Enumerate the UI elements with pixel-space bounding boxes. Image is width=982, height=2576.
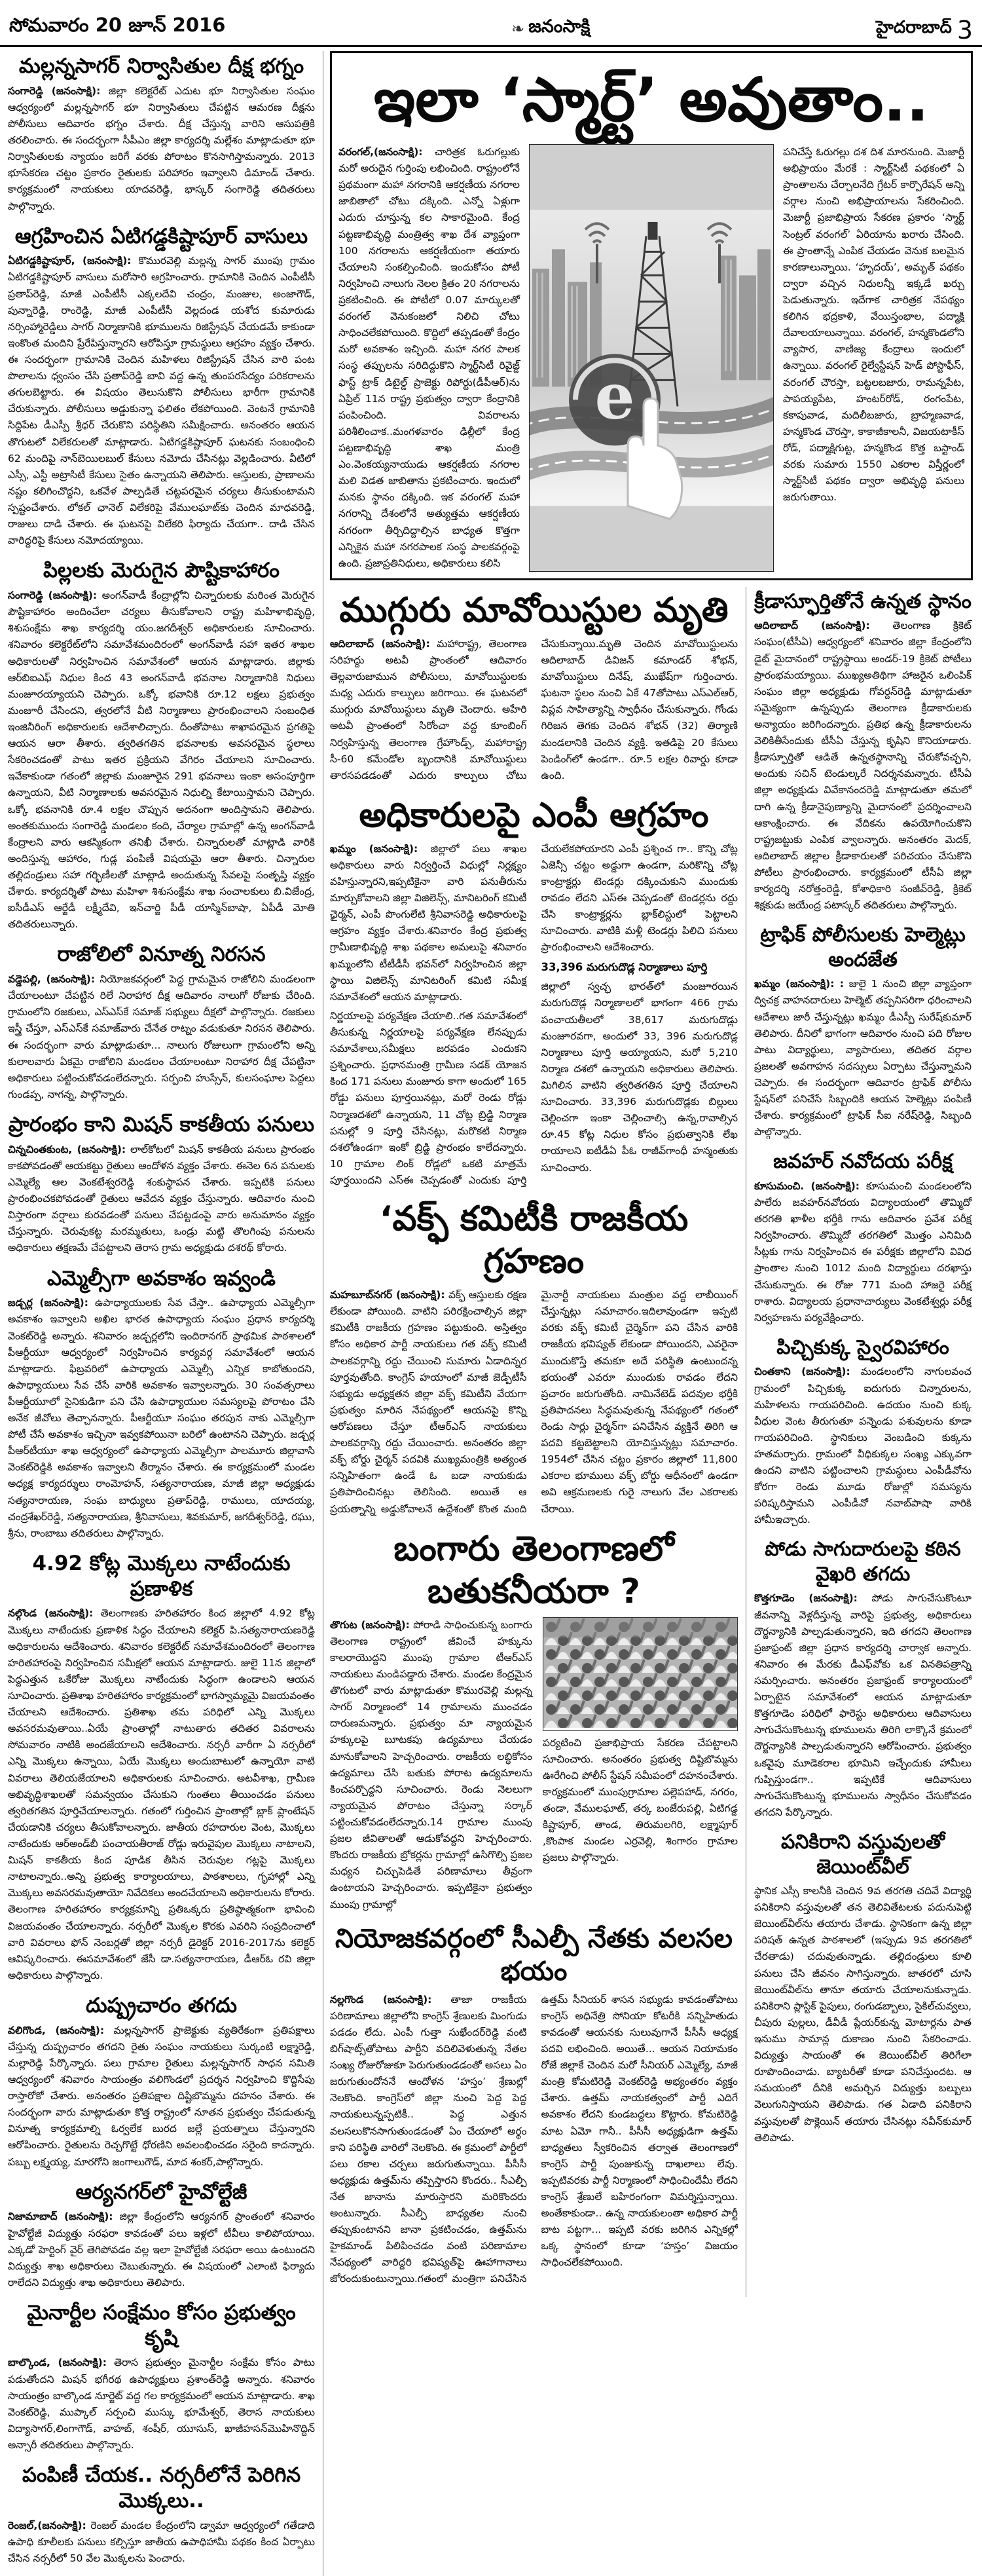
article-headline: పోడు సాగుదారులపై కఠిన వైఖరి తగదు (765, 1538, 961, 1586)
article-nursery-saplings (8, 2463, 315, 2567)
article-mission-kakatiya (8, 1112, 315, 1257)
article-body: కూసుమంచి. (జనంసాక్షి): కూసుమంచి మండలంలోని పాలేరు జవహర్‌నవోదయ విద్యాలయంలో తొమ్మిదో తరగతి ఖాళీల భర్తీకి గాను ఆదివారం ప్రవేశ పరీక్ష నిర్వహించారు. తొమ్మిదో తరగతిలో మొత్తం ఎనిమిది సీట్లకు గాను నిర్వహించిన ఈ పరీక్షకు జిల్లాలోని వివిధ ప్రాంతాల నుంచి 1012 మంది విద్యార్థులు దరఖాస్తు చేసుకున్నారు. ఈ రోజు 771 మంది హాజరై పరీక్ష రాశారు. విద్యాలయ ప్రధానాచార్యులు వెంకటేశ్వర్లు పరీక్ష నిర్వహణను పర్యవేక్షించారు. (754, 1180, 972, 1324)
right-region (323, 51, 973, 2576)
article-headline: ట్రాఫిక్ పోలీసులకు హెల్మెట్లు అందజేత (760, 924, 966, 971)
article-body (330, 1617, 738, 1913)
article-giant-wheel (754, 1830, 972, 2146)
masthead-title: జనంసాక్షి (528, 16, 591, 37)
article-headline: రాజోలిలో వినూత్న నిరసన (57, 943, 266, 967)
page-number: 3 (956, 15, 973, 45)
lead-content (338, 144, 964, 572)
article-wakf-committee (330, 1198, 738, 1519)
article-mad-dog (754, 1335, 972, 1529)
edition-block (876, 15, 973, 45)
article-rajoli-protest (8, 942, 315, 1103)
article-body: నల్లగొండ (జనంసాక్షి): తాజా రాజకీయ పరిణామాలు జిల్లాలోని కాంగ్రెస్ శ్రేణులకు మింగుడు పడడం లేదు. ఎంపీ గుత్తా సుఖేందర్‌రెడ్డి వంటి బిగ్‌షాట్స్‌తోపాటు పార్టీని వదిలివెళుతున్న నేతల సంఖ్య రోజురోజుకూ పెరుగుతుండడంతో అసలు ఏం జరుగుతుందోననే ఆందోళన ‘హస్తం’ శ్రేణుల్లో నెలకొంది. కాంగ్రెస్‌లో జిల్లా నుంచి పెద్ద పెద్ద నాయకులున్నప్పటికీ.. పెద్ద ఎత్తున వలసలుకొనసాగుతుండడంతో ఏం చేయాలో అర్థం కాని పరిస్థితి వారిలో నెలకొంది. ఈ క్రమంలో పార్టీలో పలు రకాల చర్చలు జరుగుతున్నాయి. పీసీసీ అధ్యక్షుడు ఉత్తమ్‌ను తప్పిస్తారని కొందరు.. సీఎల్పీ నేత జానాను మారుస్తారని మరికొందరు అంటున్నారు. సీఎల్పీ బాధ్యతల నుంచి తప్పుకుంటానని జానా ప్రకటించడం, ఉత్తమ్‌ను హైకమాండ్ పిలిపించడం వంటి పరిణామాల నేపథ్యంలో వారిద్దరి భవిష్యత్‌పై ఊహాగానాలు జోరందుకుంటున్నాయి.గతంలో మంత్రిగా పనిచేసిన ఉత్తమ్ సీనియర్ శాసన సభ్యుడు కావడంతోపాటు కాంగ్రెస్ అధినేత్రి సోనియా కోటరీకి సన్నిహితుడు కావడంతో ఆయనకు సులువుగానే పీసీసీ అధ్యక్ష పదవి లభించింది. అయితే... ఆయన నియామకం రోజే జిల్లాకే చెందిన మరో సీనియర్ ఎమ్మెల్యే, మాజీ మంత్రి కోమటిరెడ్డి వెంకట్‌రెడ్డి అభ్యంతరం వ్యక్తం చేశారు. ఉత్తమ్ నాయకత్వంలో పార్టీ ఎదిగే అవకాశం లేదని కుండబద్దలు కొట్టారు. కోమటిరెడ్డి మాట ఏమో గానీ.. పీసీసీ అధ్యక్షుడిగా ఉత్తమ్ బాధ్యతలు స్వీకరించిన తర్వాత తెలంగాణలో కాంగ్రెస్ పార్టీ పుంజుకున్న దాఖలాలు లేవు. ఇప్పటివరకు పార్టీ నిర్మాణంలో సాధించిందేమీ లేదని కాంగ్రెస్ శ్రేణులే బహిరంగంగా విమర్శిస్తున్నాయి. అంతేకాకుండా.. ఉన్న నాయకులంతా అధికార పార్టీ బాట పట్టగా... ఇప్పటి వరకు జరిగిన ఎన్నికల్లో ఒక్క స్థానంలో కూడా ‘హస్తం’ విజయం సాధించలేకపోయింది. (330, 1993, 738, 2285)
article-body: వడ్డెపల్లి, (జనంసాక్షి): నియోజకవర్గంలో పెద్ద గ్రామమైన రాజోలిని మండలంగా చేయాలంటూ చేపట్టిన రిలే నిరాహార దీక్ష ఆదివారం నాలుగో రోజుకు చేరింది. గ్రామంలోని రజకులు, ఎస్ఎస్‌కే సమాజ్ సభ్యులు దీక్షలో పాల్గొన్నారు. రజకులు ఇస్త్రీ చేస్తూ, ఎస్ఎస్‌కే సమాజ్‌వారు చేనేత రాట్నం వడుకుతూ నిరసన తెలిపారు. ఈ సందర్భంగా వారు మాట్లాడుతూ... నాలుగు రోజులుగా గ్రామంలోని అన్ని కులాలవారు ఏకమై రాజోలిని మండలం చేయాలంటూ నిరాహార దీక్ష చేపట్టినా అధికారులు పట్టించుకోవడంలేదన్నారు. సర్పంచి హుస్సేన్, కులసంఘాల పెద్దలు గుండప్ప, నాగన్న, పాల్గొన్నారు. (8, 973, 315, 1100)
lead-story-box (330, 51, 973, 580)
article-headline: ప్రారంభం కాని మిషన్ కాకతీయ పనులు (8, 1113, 315, 1137)
lead-body-right: పనిచేస్తే ఓరుగల్లు దశ దిశ మారనుంది. మెజార్టీ అభిప్రాయం మేరకే : స్మార్ట్‌సిటీ పథకంలో ఏ ప్రాంతాలను చేర్చాలనేది గ్రేటర్ కార్పొరేషన్ అన్ని వర్గాల నుంచి అభిప్రాయాలను సేకరించింది. మెజార్టీ ప్రజాభిప్రాయ సేకరణ ప్రకారం ‘స్మార్ట్ సెంట్రల్ వరంగల్’ ఏరియాను ఖరారు చేసింది. ఈ ప్రాంతాన్నే ఎంపిక చేయడం వెనుక బలమైన కారణాలున్నాయి. ‘హృదయ్’, అమృత్ పథకం ద్వారా వచ్చిన నిధులన్నీ ఇక్కడే ఖర్చు పెడుతున్నారు. ఇదేగాక చారిత్రక నేపథ్యం కలిగిన భద్రకాళి, వేయిస్తంభాల, పద్మాక్షి దేవాలయాలున్నాయి. వరంగల్, హన్మకొండలోని వ్యాపార, వాణిజ్య కేంద్రాలు ఇందులో ఉన్నాయి. వరంగల్ రైల్వేస్టేషన్ హెడ్ పోస్టాఫీస్, వరంగల్ చౌరస్తా, బట్టలబజారు, రామన్నపేట, పాపయ్యపేట, హంటర్‌రోడ్, రంగంపేట, కకాపువాడ, మదిలీబజారు, బ్రాహ్మణవాడ, హన్మకొండ చౌరస్తా, కాకాజీకాలనీ, విజయటాకీస్ రోడ్, పద్మాక్షిగుట్ట, హన్మకొండ కొత్త బస్టాండ్ వరకు సుమారు 1550 ఎకరాల విస్తీర్ణంలో స్మార్ట్‌సిటీ పథకం ద్వారా అభివృద్ధి పనులు జరుగుతాయి. (783, 146, 964, 504)
article-body: సంగారెడ్డి (జనంసాక్షి): జిల్లా కలెక్టరేట్ ఎదుట భూ నిర్వాసితుల సంఘం ఆధ్వర్యంలో మల్లన్నసాగర్ భూ నిర్వాసితులు చేపట్టిన ఆమరణ దీక్షను పోలీసులు ఆదివారం భగ్నం చేశారు. దీక్ష చేస్తున్న వారిని ఆసుపత్రికి తరలించారు. ఈ సందర్భంగా సీపీఎం జిల్లా కార్యదర్శి మల్లేశం మాట్లాడుతూ భూ నిర్వాసితులకు న్యాయం జరిగే వరకు పోరాటం కొనసాగిస్తామన్నారు. 2013 భూసేకరణ చట్టం ప్రకారం రైతులకు పరిహారం ఇవ్వాలని డిమాండ్ చేశారు. కార్యక్రమంలో నాయకులు యాదవరెడ్డి, భాస్కర్ సంగారెడ్డి తదితరులు పాల్గొన్నారు. (8, 84, 315, 212)
article-headline: ముగ్గురు మావోయిస్టుల మృతి (339, 590, 729, 630)
article-headline: దుష్ప్రచారం తగదు (85, 1993, 238, 2017)
lead-photo (529, 144, 774, 572)
article-headline: పనికిరాని వస్తువులతో జెయింట్‌వీల్ (781, 1831, 945, 1878)
masthead-leaf-icon: ❧ (511, 20, 525, 38)
article-headline: ఆగ్రహించిన ఏటిగడ్డకిష్టాపూర్ వాసులు (14, 224, 308, 248)
article-mp-anger (330, 794, 738, 1189)
svg-text:e: e (594, 359, 635, 434)
article-body: నల్గొండ (జనంసాక్షి): తెలంగాణకు హరితహారం కింద జిల్లాలో 4.92 కోట్ల మొక్కలు నాటేందుకు ప్రణాళిక సిద్ధం చేయాలని కలెక్టర్ పి.సత్యనారాయణరెడ్డి అధికారులను ఆదేశించారు. శనివారం కలెక్టరేట్ సమావేశమందిరంలో తెలంగాణ హరితహారంపై నిర్వహించిన సమీక్షలో ఆయన మాట్లాడారు. జులై 11న జిల్లాలో పెద్దఎత్తున ఒకేరోజు మొక్కలు నాటేందుకు సిద్ధంగా ఉండాలని ఆయన సూచించారు. ప్రతిశాఖ హరితహారం కార్యక్రమంలో భాగస్వామ్యమై విజయవంతం చేయాలని ఆదేశించారు. ప్రతిశాఖ తమ పరిధిలో ఎన్ని మొక్కలు అవసరమవుతాయి..ఏయే ప్రాంతాల్లో నాటుతారు తదితర వివరాలను సోమవారం నాటికి అందజేయాలని ఆదేశించారు. నర్సరీ వారీగా ఏ నర్సరీలో ఎన్ని మొక్కలు ఉన్నాయి, ఏయే మొక్కలు అందుబాటులో ఉన్నాయో వాటి వివరాలు తెలియజేయాలని అధికారులకు సూచించారు. అటవీశాఖ, గ్రామీణ అభివృద్ధిశాఖలతో సమన్వయం చేసుకుని గుంతలు తీయించడం పనులు త్వరితగతిన పూర్తిచేయాలన్నారు. గతంలో గుర్తించిన ప్రాంతాల్లో బ్లాక్ ప్లాంటేషన్ చేయడానికి చర్యలు తీసుకోవాలన్నారు. జాతీయ రహదారుల వెంట, మొక్కలు నాటేందుకు ఆర్అండ్‌బీ పంచాయతీరాజ్ రోడ్లు ఇరువైపుల మొక్కలు నాటాలని, మిషన్ కాకతీయ కింద పూడిక తీసిన చెరువుల గట్లపై మొక్కలు నాటాలన్నారు..అన్ని ప్రభుత్వ కార్యాలయాలు, పాఠశాలలు, గృహాల్లో ఎన్ని మొక్కలు అవసరమవుతాయో నివేదికలు అందచేయాలని అధికారులను కోరారు. తెలంగాణ హరితహారం కార్యక్రమాన్ని ప్రతిఒక్కరు ప్రతిష్ఠాత్మకంగా భావించి విజయవంతం చేయాలన్నారు. నర్సరీలో మొక్కల కొరకు ఎవరిని సంప్రదించాలో వారి వివరాలు ఫోన్ నెంబర్లతో జిల్లా నర్సరీ డైరెక్టర్ 2016-2017ను కలెక్టర్ ఆవిష్కరించారు. ఈసమావేశంలో జేసీ డా.సత్యనారాయణ, డీఆర్‌ఓ రవి జిల్లా అధికారులు పాల్గొన్నారు. (8, 1607, 315, 1981)
article-minorities-welfare (8, 2300, 315, 2454)
article-headline: ఆర్యనగర్‌లో హైవోల్టేజీ (75, 2180, 247, 2204)
article-headline: ఎమ్మెల్సీగా అవకాశం ఇవ్వండి (47, 1266, 276, 1290)
article-dushpracharam (8, 1993, 315, 2171)
article-mlc-opportunity (8, 1266, 315, 1542)
article-navodaya-exam (754, 1149, 972, 1326)
article-maoists-killed (330, 589, 738, 785)
masthead (511, 16, 590, 41)
article-sports-spirit (754, 589, 972, 914)
article-headline: మైనార్టీల సంక్షేమం కోసం ప్రభుత్వం కృషి (27, 2300, 296, 2350)
article-body: బాల్కొండ, (జనంసాక్షి): తెరాస ప్రభుత్వం మైనార్టీల సంక్షేమ కోసం పాటు పడుతోందని మిషన్ భగీరథ ఉపాధ్యక్షులు ప్రశాంత్‌రెడ్డి అన్నారు. శనివారం సాయంత్రం బాల్కొండ నూర్జెట్ వద్ద గల కార్యక్రమంలో ఆయన మాట్లాడారు. శాఖ వెంకట్‌రెడ్డి, ముప్కాల్ సర్పంచి ముస్కు భూమేశ్వర్, తెరాస నాయకులు విద్యాసాగర్,లింగాగౌడ్, వాహబ్, శంషీర్, యూసుస్, ఖాజీహసన్‌మొహినొద్దిన్ అన్సారీ తదితరులు పాల్గొన్నారు. (8, 2357, 315, 2452)
left-column (5, 51, 323, 2576)
article-body-right-text: పర్యటించి ప్రజాభిప్రాయ సేకరణ చేపట్టాలని సూచించారు. అనంతరం ప్రభుత్వ దిష్టిబొమ్మను ఊరేగించి పోలీస్ స్టేషన్ సమీపంలో దహనంచేశారు. కార్యక్రమంలో ముంపుగ్రామాల పల్లెపహాడ్, నగరం, తండా, వేములఘాట్, తర్క బంజేరుపల్లి, ఏటిగడ్డ కిష్టాపూర్, తాండ, తిరుమలగిరి, లక్ష్మాపూర్ ,కొంపాక మండల ఎర్రవెల్లి, శింగారం గ్రామాల ప్రజలు పాల్గొన్నారు. (543, 1736, 738, 1864)
article-clp-leader-fear (330, 1922, 738, 2288)
article-saplings-plan (8, 1551, 315, 1984)
article-mallannasagar-deeksha (8, 54, 315, 215)
article-headline: అధికారులపై ఎంపీ ఆగ్రహం (359, 795, 709, 835)
smart-city-towers-hand-illustration (530, 145, 773, 571)
article-headline: మల్లన్నసాగర్ నిర్వాసితుల దీక్ష భగ్నం (18, 54, 304, 78)
article-body: ఆదిలాబాద్ (జనంసాక్షి): తెలంగాణ క్రికెట్ సంఘం(టీసీఏ) ఆధ్వర్యంలో శనివారం జిల్లా కేంద్రంలోని డైట్ మైదానంలో రాష్ట్రస్థాయి అండర్-19 క్రికెట్ పోటీలు ప్రారంభమయ్యాయి. ముఖ్యఅతిథిగా హాజరైన ఒలింపిక్ సంఘం జిల్లా అధ్యక్షుడు గోవర్దన్‌రెడ్డి మాట్లాడుతూ సమైక్యంగా ఉన్నప్పుడు తెలంగాణ క్రీడాకారులకు అన్యాయం జరిగిందన్నారు. ప్రతిభ ఉన్న క్రీడాకారులను వెలికితీసేందుకు టీసీఏ చేస్తున్న కృషిని కొనియాడారు. క్రీడాస్ఫూర్తితో ఆడితే ఉన్నతస్థానాన్ని చేరుకోవచ్చని, అందుకు సచిన్ టెండుల్కరే నిదర్శనమన్నారు. టీసీఏ జిల్లా అధ్యక్షుడు వివేకానందరెడ్డి మాట్లాడుతూ తమలో దాగి ఉన్న క్రీడానైపుణ్యాన్ని మైదానంలో ప్రదర్శించాలని ఆకాంక్షించారు. ఈ వేదికను ఉపయోగించుకొని రాష్ట్రజట్టుకు ఎంపిక వ్వాలన్నారు. అనంతరం మెదక్, ఆదిలాబాద్ జిల్లాల క్రీడాకారులతో పరిచయం చేసుకొని పోటీలు ప్రారంభించారు. కార్యక్రమంలో టీసీఏ జిల్లా కార్యదర్శి నరోత్తంరెడ్డి, కోశాధికారి సంజీవ్‌రెడ్డి, క్రికెట్ శిక్షకుడు జయేంద్ర పటాస్కర్ తదితరులు పాల్గొన్నారు. (754, 620, 972, 912)
article-body: నిజామాబాద్ (జనంసాక్షి): జిల్లా కేంద్రంలోని ఆర్యనగర్ ప్రాంతంలో శనివారం హైవోల్టేజీ విద్యుత్తు సరఫరా కావడంతో పలు ఇళ్లలో టీవీలు కాలిపోయాయి. ఎక్కడో హెర్టింగ్ వైర్ తెగిపోవడం వల్ల ఇలా హైవోల్టేజీ సరఫరా అయి ఉంటుందని విద్యుత్తు శాఖ అధికారులు చెబుతున్నారు. ఈ విషయంలో ఎలాంటి ఫిర్యాదు రాలేదని విద్యుత్తు శాఖ అధికారులు తెలిపారు. (8, 2211, 315, 2288)
article-body: ఖమ్మం (జనంసాక్షి): : జులై 1 నుంచి జిల్లా వ్యాప్తంగా ద్విచక్ర వాహనదారులు హెల్మెట్ తప్పనిసరిగా ధరించాలని ఆదేశాలు జారీ చేస్తున్నట్లు ఖమ్మం డీఎస్పీ సురేష్‌కుమార్ తెలిపారు. దీనిలో భాగంగా ఆదివారం నుంచి పది రోజుల పాటు విద్యార్థులు, వ్యాపారులు, తదితర వర్గాల ప్రజలతో అవగాహన సదస్సులు ఏర్పాటు చేస్తున్నామని చెప్పారు. ఈ సందర్భంగా ఆదివారం ట్రాఫిక్ పోలీసు స్టేషన్‌లో పనిచేసే సిబ్బందికి ఆయన హెల్మెట్లు పంపిణీ చేశారు. కార్యక్రమంలో ట్రాఫిక్ సీఐ నరేష్‌రెడ్డి, సిబ్బంది పాల్గొన్నారు. (754, 978, 972, 1138)
page-body (0, 47, 982, 2576)
article-headline: 4.92 కోట్ల మొక్కలు నాటేందుకు ప్రణాళిక (32, 1551, 291, 1601)
lower-columns (330, 587, 973, 2297)
page-date: సోమవారం 20 జూన్ 2016 (9, 14, 226, 36)
article-headline: క్రీడాస్ఫూర్తితోనే ఉన్నత స్థానం (754, 589, 972, 613)
article-body-left: తొగుట (జనంసాక్షి): పోరాడి సాధించుకున్న బంగారు తెలంగాణ రాష్ట్రంలో జీవించే హక్కును కాలరాయొద్దని ముంపు గ్రామాల టీఆర్ఎస్ నాయకులు మండిపడ్డారు చేశారు. మండల కేంద్రమైన తొగుటలో వారు మాట్లాడుతూ కొమురవెల్లి మల్లన్న సాగర్ నిర్మాణంలో 14 గ్రామాలను ముంచడం దారుణమన్నారు. ప్రభుత్వం మా న్యాయమైన హక్కులపై బూటకపు ఉద్యమాలు చేయడం మానుకోవాలని హెచ్చరించారు. రాజకీయ లబ్ధికోసం ఉద్యమాలు చేసి బతుకు పోరాట ఉద్యమాలను కించపర్చొద్దని సూచించారు. రెండు నెలలుగా న్యాయమైన పోరాటం చేస్తున్నా సర్కార్ పట్టించుకోవడంలేదన్నారు.14 గ్రామాల ముంపు ప్రజల జీవితాలతో ఆడుకోవద్దని హెచ్చరించారు. కొందరు రాజకీయ బ్రోకర్లను గ్రామాల్లో ఉసిగొల్పి ప్రజల మధ్యన చిచ్చుపెడితే పరిణామాలు తీవ్రంగా ఉంటాయని హెచ్చరించారు. ఇప్పటికైనా ప్రభుత్వం ముంపు గ్రామాల్లో (330, 1618, 532, 1911)
article-body: ఆదిలాబాద్ (జనంసాక్షి): మహారాష్ట్ర, తెలంగాణ సరిహద్దు అటవీ ప్రాంతంలో ఆదివారం తెల్లవారుజామున పోలీసులు, మావోయిస్టులకు మధ్య ఎదురు కాల్పులు జరిగాయి. ఈ ఘటనలో ముగ్గురు మావోయిస్టులు మృతి చెందారు. అహేరి అటవీ ప్రాంతంలో సిరోంచా వద్ద కూంబింగ్ నిర్వహిస్తున్న తెలంగాణ గ్రేహౌండ్స్, మహారాష్ట్ర సీ-60 కమేండోల బృందానికి మావోయిస్టులు తారసపడడంతో ఎదురు కాల్పులు చోటు చేసుకున్నాయి.మృతి చెందిన మావోయిస్టులను ఆదిలాబాద్ డివిజన్ కమాండర్ శోభన్, మావోయిస్టులు దినేష్, ముఖేష్‌గా గుర్తించారు. ఘటనా స్థలం నుంచి ఏకే 47తోపాటు ఎస్ఎల్ఆర్, విప్లవ సాహిత్యాన్ని స్వాధీనం చేసుకున్నారు. గోండు గిరిజన తెగకు చెందిన శోభన్ (32) తిర్యాణి మండలానికి చెందిన వ్యక్తి. ఇతడిపై 20 కేసులు పెండింగ్‌లో ఉండగా.. రూ.5 లక్షల రివార్డు కూడా ఉంది. (330, 637, 738, 781)
article-traffic-helmets (754, 923, 972, 1140)
article-body: చింతకాని (జనంసాక్షి): మండలంలోని నాగులవంచ గ్రామంలో పిచ్చికుక్క ఐదుగురు చిన్నారులను, మహిళలను గాయపరిచింది. ఉదయం నుంచి కుక్క వీధుల వెంట తీరుగుతూ పన్నెండు పశువులను కూడా గాయపరిచింది. స్థానికులు వెంబడించి కుక్కను హతమర్చారు. గ్రామంలో వీధికుక్కల సంఖ్య ఎక్కువగా ఉందని వాటిని పట్టించాలని గ్రామస్థులు ఎంపీడీవోను కోరగా రెండు మూడు రోజుల్లో సమస్యను పరిష్కరిస్తామని ఎంపీడీవో నవాబ్‌పాషా వారికి హామీఇచ్చారు. (754, 1366, 972, 1526)
article-podu-farmers (754, 1537, 972, 1821)
article-subhead: 33,396 మరుగుదొడ్ల నిర్మాణాలు పూర్తి (541, 960, 708, 973)
protest-crowd-photo (543, 1617, 738, 1731)
article-body-right (543, 1617, 738, 1913)
article-body: ఏటిగడ్డకిష్టాపూర్, (జనంసాక్షి): కొమురవెల్లి మల్లన్న సాగర్ ముంపు గ్రామం ఏటిగడ్డకిష్టాపూర్ వాసులు మరోసారి ఆగ్రహించారు. గ్రామానికి చెందిన ఎంపీటీసీ ప్రతాప్‌రెడ్డి, మాజీ ఎంపీటీసీ ఎక్కలదేవి చంద్రం, మంజుల, అంజాగౌడ్, పున్నారెడ్డి, రాంరెడ్డి, మాజీ ఎంపీటీసీ వెల్లదండ యశోద కుమారుడు నర్సింహ్మారెడ్డిలు సాగర్ నిర్మాణానికి భూములను రిజిస్ట్రేషన్ చేయడమే కాకుండా ఇంకొంత మందిని ప్రేరేపిస్తున్నారని ఆరోపిస్తూ గ్రామస్థులు ఆగ్రహం వ్యక్తం చేశారు. ఈ సందర్భంగా గ్రామానికి చెందిన మహిళలు రిజిస్ట్రేషన్ చేసిన వారి పంట పొలాలను ధ్వంసం చేసి ప్రతాప్‌రెడ్డి బావి వద్ద ఉన్న తుంపరసేద్యం పరికరాలను తగులబెట్టారు. ఈ విషయం తెలుసుకొని పోలీసులు భారీగా గ్రామానికి చేరుకున్నారు. పోలీసులు అడ్డుకున్నా ఫలితం లేకపోయింది. వెంటనే గ్రామానికి సిద్దిపేట డీఎస్పీ శ్రీధర్ చేరుకొని పరిస్థితిని సమీక్షించారు. అనంతరం ఆయన తొగుటలో విలేకరులతో మాట్లాడారు. ఏటిగడ్డకిష్టాపూర్ ఘటనకు సంబంధించి 62 మందిపై నాన్‌బెయిలబుల్ కేసులు నమోదు చేసినట్లు వెల్లడించారు. వీటిలో ఎస్సీ, ఎస్టీ అట్రాసిటీ కేసులు సైతం ఉన్నాయని తెలిపారు. ఆస్తులకు, ప్రాణాలను నష్టం కలిగించొద్దని, ఒకవేళ పాల్పడితే చట్టపరమైన చర్యలు తీసుకుంటామని స్పష్టంచేశారు. లోకల్ ఛానెల్ విలేకరిపై వేములఘాట్‌కు చెందిన మాధవరెడ్డి, రాజులు దాడి చేశారు. ఈ ఘటనపై విలేకరి ఫిర్యాదు చేయగా.. దాడి చేసిన వారిద్దరిపై కేసులు నమోదయ్యాయి. (8, 255, 315, 547)
article-body: రెంజల్,(జనంసాక్షి): రెంజల్ మండల కేంద్రంలోని డ్వామా ఆధ్వర్యంలో గతేడాది ఉపాధి కూలీలకు పనులు కల్పిస్తూ జాతీయ ఉపాధిహామీ పథకం కింద ఏర్పాటు చేసిన నర్సరీలో 50 వేల మొక్కలను పెంచారు. (8, 2519, 315, 2564)
article-aryanagar-highvoltage (8, 2180, 315, 2291)
article-bangaru-telangana (330, 1528, 738, 1913)
crowd-illustration (543, 1618, 737, 1728)
article-headline: జవహర్ నవోదయ పరీక్ష (773, 1150, 953, 1174)
article-body: మహబూబ్‌నగర్ (జనంసాక్షి): వక్ఫ్ ఆస్తులకు రక్షణ లేకుండా పోయింది. వాటిని పరిరక్షించాల్సిన జిల్లా కమిటీకి రాజకీయ గ్రహణం పట్టుకుంది. అస్తిత్వం కోసం అధికార పార్టీ నాయకులు గత వక్ఫ్ కమిటీ పాలకవర్గాన్ని రద్దు చేయించి సుమారు ఏడాదిన్నర పూర్తవుతోంది. కాంగ్రెస్ హయాంలో మాజీ జెడ్పీటీసీ సభ్యుడు అధ్యక్షతన జిల్లా వక్ఫ్ కమిటీని వేయగా ప్రభుత్వం మారిన నేపథ్యంలో ఆయనపై కొన్ని ఆరోపణలు చేస్తూ టీఆర్ఎస్ నాయకులు పాలకవర్గాన్ని రద్దు చేయించారు. అనంతరం జిల్లా వక్ఫ్ బోర్డు చైర్మన్ పదవికి ముఖ్యమంత్రికి అత్యంత సన్నిహితంగా ఉండే ఓ బడా నాయకుడు ప్రతిపాదించినట్లు తెలిసింది. అయితే ఆ ప్రయత్నాన్ని అడ్డుకోవాలనే ఉద్దేశంతో కొంత మంది మైనార్టీ నాయకులు మంత్రుల వద్ద లాబీయింగ్ చేస్తున్నట్లు సమాచారం.ఇదిలావుండగా ఇప్పటి వరకు వక్ఫ్ కమిటీ చైర్మెన్‌గా పని చేసిన వారికి రాజకీయ భవిష్యత్ లేకుండా పోయిందని, ఎవరైనా ముందుకొస్తే తమకూ అదే పరిస్థితి ఉంటుందన్న భయంతో ఎవరూ ముందుకు రావడం లేదని ప్రచారం జరుగుతోంది. నామినేటెడ్ పదవుల భర్తీకి ప్రతిపాదనలు సిద్ధమవుతున్న నేపథ్యంలో గతంలో రెండు సార్లు చైర్మన్‌గా పనిచేసిన వ్యక్తినే తిరిగి ఆ పదవి కట్టబెట్టాలని యోచిస్తున్నట్లు సమాచారం. 1954లో చేసిన చట్టం ప్రకారం జిల్లాలో 11,800 ఎకరాల భూములు వక్ఫ్ బోర్డు ఆధీనంలో ఉండగా అవి ఆక్రమణలకు గురై నాలుగు వేల ఎకరాలకు చేరాయి. (330, 1289, 738, 1515)
article-etigadda-villagers (8, 224, 315, 550)
article-body: ఖమ్మం (జనంసాక్షి): జిల్లాలో పలు శాఖల అధికారులు వారు నిర్వర్తించే విధుల్లో నిర్లక్ష్యం వహిస్తున్నారని,ఇప్పటికైనా వారి పనుతీరును మార్చుకోవాలని జిల్లా విజిలెన్స్, మానిటరింగ్ కమిటీ ఛైర్మన్, ఎంపీ పొంగులేటి శ్రీనివాసరెడ్డి అధికారులపై ఆగ్రహం వ్యక్తం చేశారు.శనివారం కేంద్ర ప్రభుత్వ గ్రామీణాభివృద్ధి శాఖ పథకాల అమలుపై శనివారం ఖమ్మంలోని టీటీడీసీ భవన్‌లో నిర్వహించిన జిల్లా స్థాయి విజిలెన్స్ మానిటరింగ్ కమిటి సమీక్ష సమావేశంలో ఆయన మాట్లాడారు. నిర్ణయాలపై పర్యవేక్షణ చేయాలి..గత సమావేశంలో తీసుకున్న నిర్ణయాలపై పర్యవేక్షణ లేనప్పుడు సమావేశాలు,సమీక్షలు జరపడం ఎందుకని ప్రశ్నించారు. ప్రధానమంత్రి గ్రామీణ సడక్ యోజన కింద 171 పనులు మంజూరు కాగా అందులో 165 రోడ్డు పనులు పూర్తయినట్లు, మరో రెండు రోడ్లు నిర్మాణదశలో ఉన్నాయని, 11 చోట్ల బ్రిడ్జి నిర్మాణ పనుల్లో 9 పూర్తి చేసినట్లు, మరొకటి నిర్మాణ దశలోఉండగా ఇంకో బ్రిడ్జి ప్రారంభం కాలేదన్నారు. 10 గ్రామాల లింక్ రోడ్లలో ఒకటి మాత్రమే పూర్తయిందని ఎస్ఈ చెప్పడంతో ఎందుకు పూర్తి చేయలేకపోయారని ఎంపీ ప్రశ్నించ గా.. కొన్ని చోట్ల ఏజెన్సీ చట్టం అడ్డుగా ఉండగా, మరికొన్ని చోట్ల కాంట్రాక్టర్లు టెండర్లు దక్కించుకుని ముందుకు రావడం లేదని ఎస్ఈ చెప్పడంతో టెండర్లను రద్దు చేసి కాంట్రాక్టర్లను బ్లాక్‌లిస్టులో పెట్టాలని సూచించారు. వాటికి మళ్లీ టెండర్లు పిలిచి పనులు ప్రారంభించాలని ఆదేశించారు. 33,396 మరుగుదొడ్ల నిర్మాణాలు పూర్తి జిల్లాలో స్వచ్ఛ భారత్‌లో మంజూరయిన మరుగుదొడ్ల నిర్మాణాలలో భాగంగా 466 గ్రామ పంచాయతీలలో 38,617 మరుగుదొడ్లు మంజూరవగా, అందులో 33, 396 మరుగుదొడ్ల నిర్మాణాలు పూర్తి అయ్యాయని, మరో 5,210 నిర్మాణ దశలో ఉన్నాయని అధికారులు తెలిపారు. మిగిలిన వాటిని త్వరితగతిన పూర్తి చేయాలని సూచించారు. 33,396 మరుగుదొడ్లకు బిల్లులు చెల్లించగా ఇంకా చెల్లించాల్సి ఉన్న,రావాల్సిన రూ.45 కోట్ల నిధుల కోసం ప్రభుత్వానికి లేఖ రాయాలని ఐటీడీఏ పీఓ రాజీవ్‌గాంధీ హన్మంతుకు సూచించారు. (330, 842, 738, 1187)
article-body: సంగారెడ్డి (జనంసాక్షి): అంగన్‌వాడీ కేంద్రాల్లోని చిన్నారులకు మరింత మెరుగైన పౌష్టికాహారం అందించేలా చర్యలు తీసుకోవాలని రాష్ట్ర మహిళాభివృద్ధి, శిశుసంక్షేమ శాఖ కార్యదర్శి యం.జగదీశ్వర్ అధికారులకు సూచించారు. శనివారం కలెక్టరేట్‌లోని సమావేశమందిరంలో అంగన్‌వాడీ సహా ఇతర శాఖల అధికారులతో నిర్వహించిన సమావేశంలో ఆయన మాట్లాడారు. జిల్లాకు ఆర్‌బిఐఎఫ్ నిధుల కింద 43 అంగన్‌వాడీ భవనాల నిర్మాణానికి నిధులు మంజూరయ్యాయని చెప్పారు. ఒక్కో భవానికి రూ.12 లక్షలు ప్రభుత్వం మంజూరీ చేసిందని, త్వరలోనే వీటి నిర్మాణాలు ప్రారంభించాలని సంబంధిత ఇంజినీరింగ్ అధికారులకు ఆదేశాలిచ్చారు. దీంతోపాటు శాఖాపరమైన ప్రగతిపై ఆయన ఆరా తీశారు. త్వరితగతిన భవనాలకు అవసరమైన స్థలాలు సేకరించడంతో పాటు ఇతర ప్రక్రియని వేగిరం చేయాలని సూచించారు. ఇవేకాకుండా గతంలో జిల్లాకు మంజూరైన 291 భవనాలు ఇంకా అసంపూర్తిగా ఉన్నాయని, వీటి నిర్మాణాలకు అవసరమైన నిధుల్ని కేటాయిస్తామని చెప్పారు. ఒక్కో భవనానికి రూ.4 లక్షల చొప్పున అదనంగా అందిస్తామని తెలిపారు. అంతకుముందు సంగారెడ్డి మండలం కంది, చేర్యాల గ్రామాల్లో ఉన్న అంగన్‌వాడీ కేంద్రాలని వారు ఆకస్మికంగా తనిఖీ చేశారు. చిన్నారులతో మాట్లాడి వారికి అందిస్తున్న ఆహారం, గుడ్ల పంపిణీ విషయమై ఆరా తీశారు. చిన్నారుల తల్లిదండ్రులు సహా గర్భిణీలతో మాట్లాడి అందుతున్న సేవలపై సంతృప్తి వ్యక్తం చేశారు. కార్యదర్శితో పాటు మహిళా శిశుసంక్షేమ శాఖ సంచాలకులు బి.విజేంద్ర, ఐసీడీఎస్ ఆర్జేడీ లక్ష్మీదేవి, ఇన్‌చార్జి పీడీ యాస్మిన్‌బాషా, ఏపీడీ మోతి తదితరులున్నారు. (8, 589, 315, 931)
article-headline: పిల్లలకు మెరుగైన పౌష్టికాహారం (43, 559, 280, 583)
middle-column (330, 587, 746, 2297)
article-body: స్థానిక ఎస్సీ కాలనీకి చెందిన 9వ తరగతి చదివే విద్యార్థి పనికిరాని వస్తువులతో తన తెలివితేటలకు పదునుపెట్టి జెయింట్‌వీల్‌ను తయారు చేశాడు. స్థానికంగా ఉన్న జిల్లా పరిషత్ ఉన్నత పాఠశాలలో (ఇప్పుడు 9వ తరగతిలో చేరతాడు) చదువుతున్నాడు. తల్లిదండ్రులు కూలి పనులు చేసి జీవనం సాగిస్తున్నారు. జాతరలో చూసి జెయింట్‌వీల్‌ను తానూ తయారు చేయాలనుకున్నాడు. పనికిరాని ప్లాస్టిక్ పైపులు, రంగుడబ్బాలు, సైకిల్‌చువ్వలు, చీపురు పుల్లలు, డీవీడీ ప్లేయర్‌కున్న మోటార్లను పాత ఇనుము సామాన్ల దుకాణం నుంచి సేకరించాడు. విద్యుత్తు సాయంతో ఈ జెయింట్‌వీల్ తిరిగేలా రూపొందించాడు. బ్యాటరీతో కూడా పనిచేస్తుందట. ఆ సమయంలో దీనికి అమర్చిన విద్యుత్తు బల్బులు వెలుగునిస్తాయని తెలిపాడు. గత ఏడాది పనికిరాని వస్తువులతో పొక్లెయిన్ తయారు చేసినట్లు నవీన్‌కుమార్ తెలిపాడు. (754, 1885, 972, 2144)
article-children-nutrition (8, 558, 315, 933)
lead-headline: ఇలా ‘స్మార్ట్’ అవుతాం.. (374, 65, 929, 135)
lead-body-left: వరంగల్,(జనంసాక్షి): చారిత్రక ఓరుగల్లుకు మరో అరుదైన గుర్తింపు లభించింది. రాష్ట్రంలోనే ప్రథమంగా మహా నగరానికి ఆకర్షణీయ నగరాల జాబితాలో చోటు దక్కింది. ఎన్నో ఏళ్లుగా ఎదురు చూస్తున్న కల సాకారమైంది. కేంద్ర పట్టణాభివృద్ధి మంత్రిత్వ శాఖ దేశ వ్యాప్తంగా 100 నగరాలను ఆకర్షణీయంగా తయారు చేయాలని సంకల్పించింది. ఇందుకోసం పోటీ నిర్వహించి నాలుగు నెలల క్రితం 20 నగరాలను ప్రకటించింది. ఈ పోటీలో 0.07 మార్కులతో వరంగల్ వెనుకంజలో నిలిచి చోటు సాధించలేకపోయింది. కొద్దిలో తప్పడంతో కేంద్రం మరో అవకాశం ఇచ్చింది. మహా నగర పాలక సంస్థ తప్పులను సరిదిద్దుకొని స్మార్ట్‌సిటీ రివైజ్డ్ ఫాస్ట్ ట్రాక్ డిటైల్డ్ ప్రాజెక్టు రిపోర్టు(డీపీఆర్)ను ఏప్రిల్ 11న రాష్ట్ర ప్రభుత్వం ద్వారా కేంద్రానికి పంపించింది. వివరాలను పరిశీలించాక..మంగళవారం ఢిల్లీలో కేంద్ర పట్టణాభివృద్ధి శాఖ మంత్రి ఎం.వెంకయ్యనాయుడు ఆకర్షణీయ నగరాల మలి విడత జాబితాను ప్రకటించారు. ఇందులో మనకు స్థానం దక్కింది. ఇక వరంగల్ మహా నగరాన్ని దేశంలోనే అత్యుత్తమ ఆకర్షణీయ నగరంగా తీర్చిదిద్దాల్సిన బాధ్యత కొత్తగా ఎన్నికైన మహా నగరపాలక సంస్థ పాలకవర్గంపై ఉంది. ప్రజాప్రతినిధులు, అధికారులు కలిసి (338, 146, 520, 569)
page-header (0, 0, 982, 47)
edition-name: హైదరాబాద్ (876, 18, 952, 37)
rightmost-column (746, 587, 972, 2297)
article-body: వలిగొండ, (జనంసాక్షి): మల్లన్నసాగర్ ప్రాజెక్టుకు వ్యతిరేకంగా ప్రతిపక్షాలు చేస్తున్న దుష్ప్రచారం తగదని రైతు సంఘం నాయకులు సుర్కంటి లక్ష్మారెడ్డి, మల్లారెడ్డి పేర్కొన్నారు. పలు గ్రామాల రైతులు మల్లన్నసాగర్ సాధన సమితి ఆధ్వర్యంలో శనివారం సాయంత్రం వలిగొండలో ప్రదర్శన నిర్వహించి కొద్దిసేపు రాస్తారోకో చేశారు. అనంతరం ప్రతిపక్షాల దిష్టిబొమ్మను దహనం చేశారు. ఈ సందర్భంగా వారు మాట్లాడుతూ కొత్త రాష్ట్రంలో నూతన ప్రభుత్వం చేపడుతున్న వినూత్న కార్యక్రమాల్ని ఓర్వలేక బురద జల్లే ప్రయత్నాలు చేస్తున్నారని ఆరోపించారు. రైతులను రెచ్చగొట్టే ధోరణిని అవలంభించడం సరైంది కాదన్నారు. పబ్బు లక్ష్మయ్య, మారగోని జంగాలుగౌడ్, మాద శంకర్,పాల్గొన్నారు. (8, 2024, 316, 2168)
article-headline: పంపిణీ చేయక.. నర్సరీలోనే పెరిగిన మొక్కలు.. (22, 2463, 301, 2512)
article-headline: బంగారు తెలంగాణలో బతుకనీయరా ? (393, 1529, 674, 1611)
article-headline: ‘వక్ఫ్ కమిటీకి రాజకీయ గ్రహణం (379, 1199, 689, 1282)
article-headline: నియోజకవర్గంలో సీఎల్పీ నేతకు వలసల భయం (335, 1923, 733, 1987)
article-body: జడ్చర్ల (జనంసాక్షి): ఉపాధ్యాయులకు సేవ చేస్తా.. ఉపాధ్యాయ ఎమ్మెల్సీగా అవకాశం ఇవ్వాలని అఖిల భారత ఉపాధ్యాయ సంఘం ప్రధాన కార్యదర్శి వెంకట్‌రెడ్డి అన్నారు. శనివారం జడ్చర్లలోని ఇందిరానగర్ ప్రాథమిక పాఠశాలలో పీఆర్టీయూ ఆధ్వర్యంలో నిర్వహించిన కార్యవర్గ సమావేశంలో ఆయన మాట్లాడారు. ఫిబ్రవరిలో ఉపాధ్యాయ ఎమ్మెల్సీ ఎన్నిక కాబోతుందని, ఉపాధ్యాయులు సేవ చేసే వారికి అవకాశం ఇవ్వాలన్నారు. 30 సంవత్సరాలు పీఆర్టీయూలో సైనికుడిగా పని చేసి ఉపాధ్యాయుల సమస్యలపై పోరాటం చేసి అనేక జీవోలు తెచ్చానన్నారు. పీఆర్టీయూ సంఘం తరపున నాకు ఎమ్మెల్సీగా పోటీ చేసే అవకాశం ఇచ్చినా ఇవ్వకపోయినా బరిలో ఉంటానని చెప్పారు. జడ్చర్ల పీఆర్‌టీయూ శాఖ ఆధ్వర్యంలో ఉపాధ్యాయ ఎమ్మెల్సీగా పాలమూరు జిల్లావాసి వెంకట్‌రెడ్డికి అవకాశం ఇవ్వాలని తీర్మానం చేశారు. ఈ కార్యక్రమంలో మండల అధ్యక్ష కార్యదర్శులు రాంమోహన్, సత్యనారాయణ, మాజీ జిల్లా అధ్యక్షుడు సత్యనారాయణ, సంఘ బాధ్యులు ప్రతాప్‌రెడ్డి, రాములు, యాదయ్య, చంద్రశేఖర్‌రెడ్డి, సత్యనారాయణ, శ్రీనివాసులు, శివకుమార్, జగదీశ్వర్‌రెడ్డి, రఘు, శ్రీను, రాంబాబు తదితరులు పాల్గొన్నారు. (8, 1297, 315, 1539)
article-headline: పిచ్చికుక్క స్వైరవిహారం (776, 1335, 949, 1359)
article-body: చిన్నచింతకుంట, (జనంసాక్షి): లాల్‌కోటలో మిషన్ కాకతీయ పనులు ప్రారంభం కాకపోవడంతో ఆయకట్టు రైతులు ఆందోళన వ్యక్తం చేశారు. ఈనెల 6న పనులకు ఎమ్మెల్యే ఆల వెంకటేశ్వరరెడ్డి శంకుస్థాపన చేశారు. ఇప్పటికి పనులు ప్రారంభించకపోవడంతో రైతులు ఆవేదన వ్యక్తం చేస్తున్నారు. ఆదివారం నుంచి విస్తారంగా వర్షాలు కురవడంతో పనులు చేపట్టడంపై వారు అనుమానం వ్యక్తం చేస్తున్నారు. చెరువుకట్ట మరమ్మతులు, ఒండ్రు మట్టి తొలగింపు పనులను అధికారులు తక్షణమే చేపట్టాలని తెరాస గ్రామ అధ్యక్షుడు దశరథ్ కోరారు. (8, 1143, 315, 1254)
article-body: కొత్తగూడెం (జనంసాక్షి): పోడు సాగుచేసుకొంటూ జీవనాన్ని వెళ్లదీస్తున్న వారిపై ప్రభుత్వ, అధికారులు దౌర్జన్యానికి పాల్పడుతున్నారని, ఇది తగదని తెలంగాణ ప్రజాఫ్రంట్ జిల్లా ప్రధాన కార్యదర్శి చార్వాక అన్నారు. శనివారం ఈ మేరకు డీఎఫ్‌వోకు ఒక వినతిపత్రాన్ని సమర్పించారు. అనంతరం ప్రజాఫ్రంట్ కార్యాలయంలో ఏర్పాటైన సమావేశంలో ఆయన మాట్లాడుతూ కొత్తగూడెం పరిధిలో ఫారెస్టు అధికారులు ఆదివాసులు సాగుచేసుకొంటున్న భూములను తిరిగి లాక్కొనే క్రమంలో దౌర్జన్యానికి పాల్పడుతున్నారని ఆరోపించారు. ప్రభుత్వం ఒకవైపు మూడెకరాల భూమిని ఇచ్చేందుకు హామీలు గుప్పిస్తుండగా.. ఇప్పటికే ఆదివాసులు సాగుచేసుకొంటున్న భూములను స్వాధీనం చేసుకోవడం తగదని పేర్కొన్నారు. (754, 1592, 972, 1818)
